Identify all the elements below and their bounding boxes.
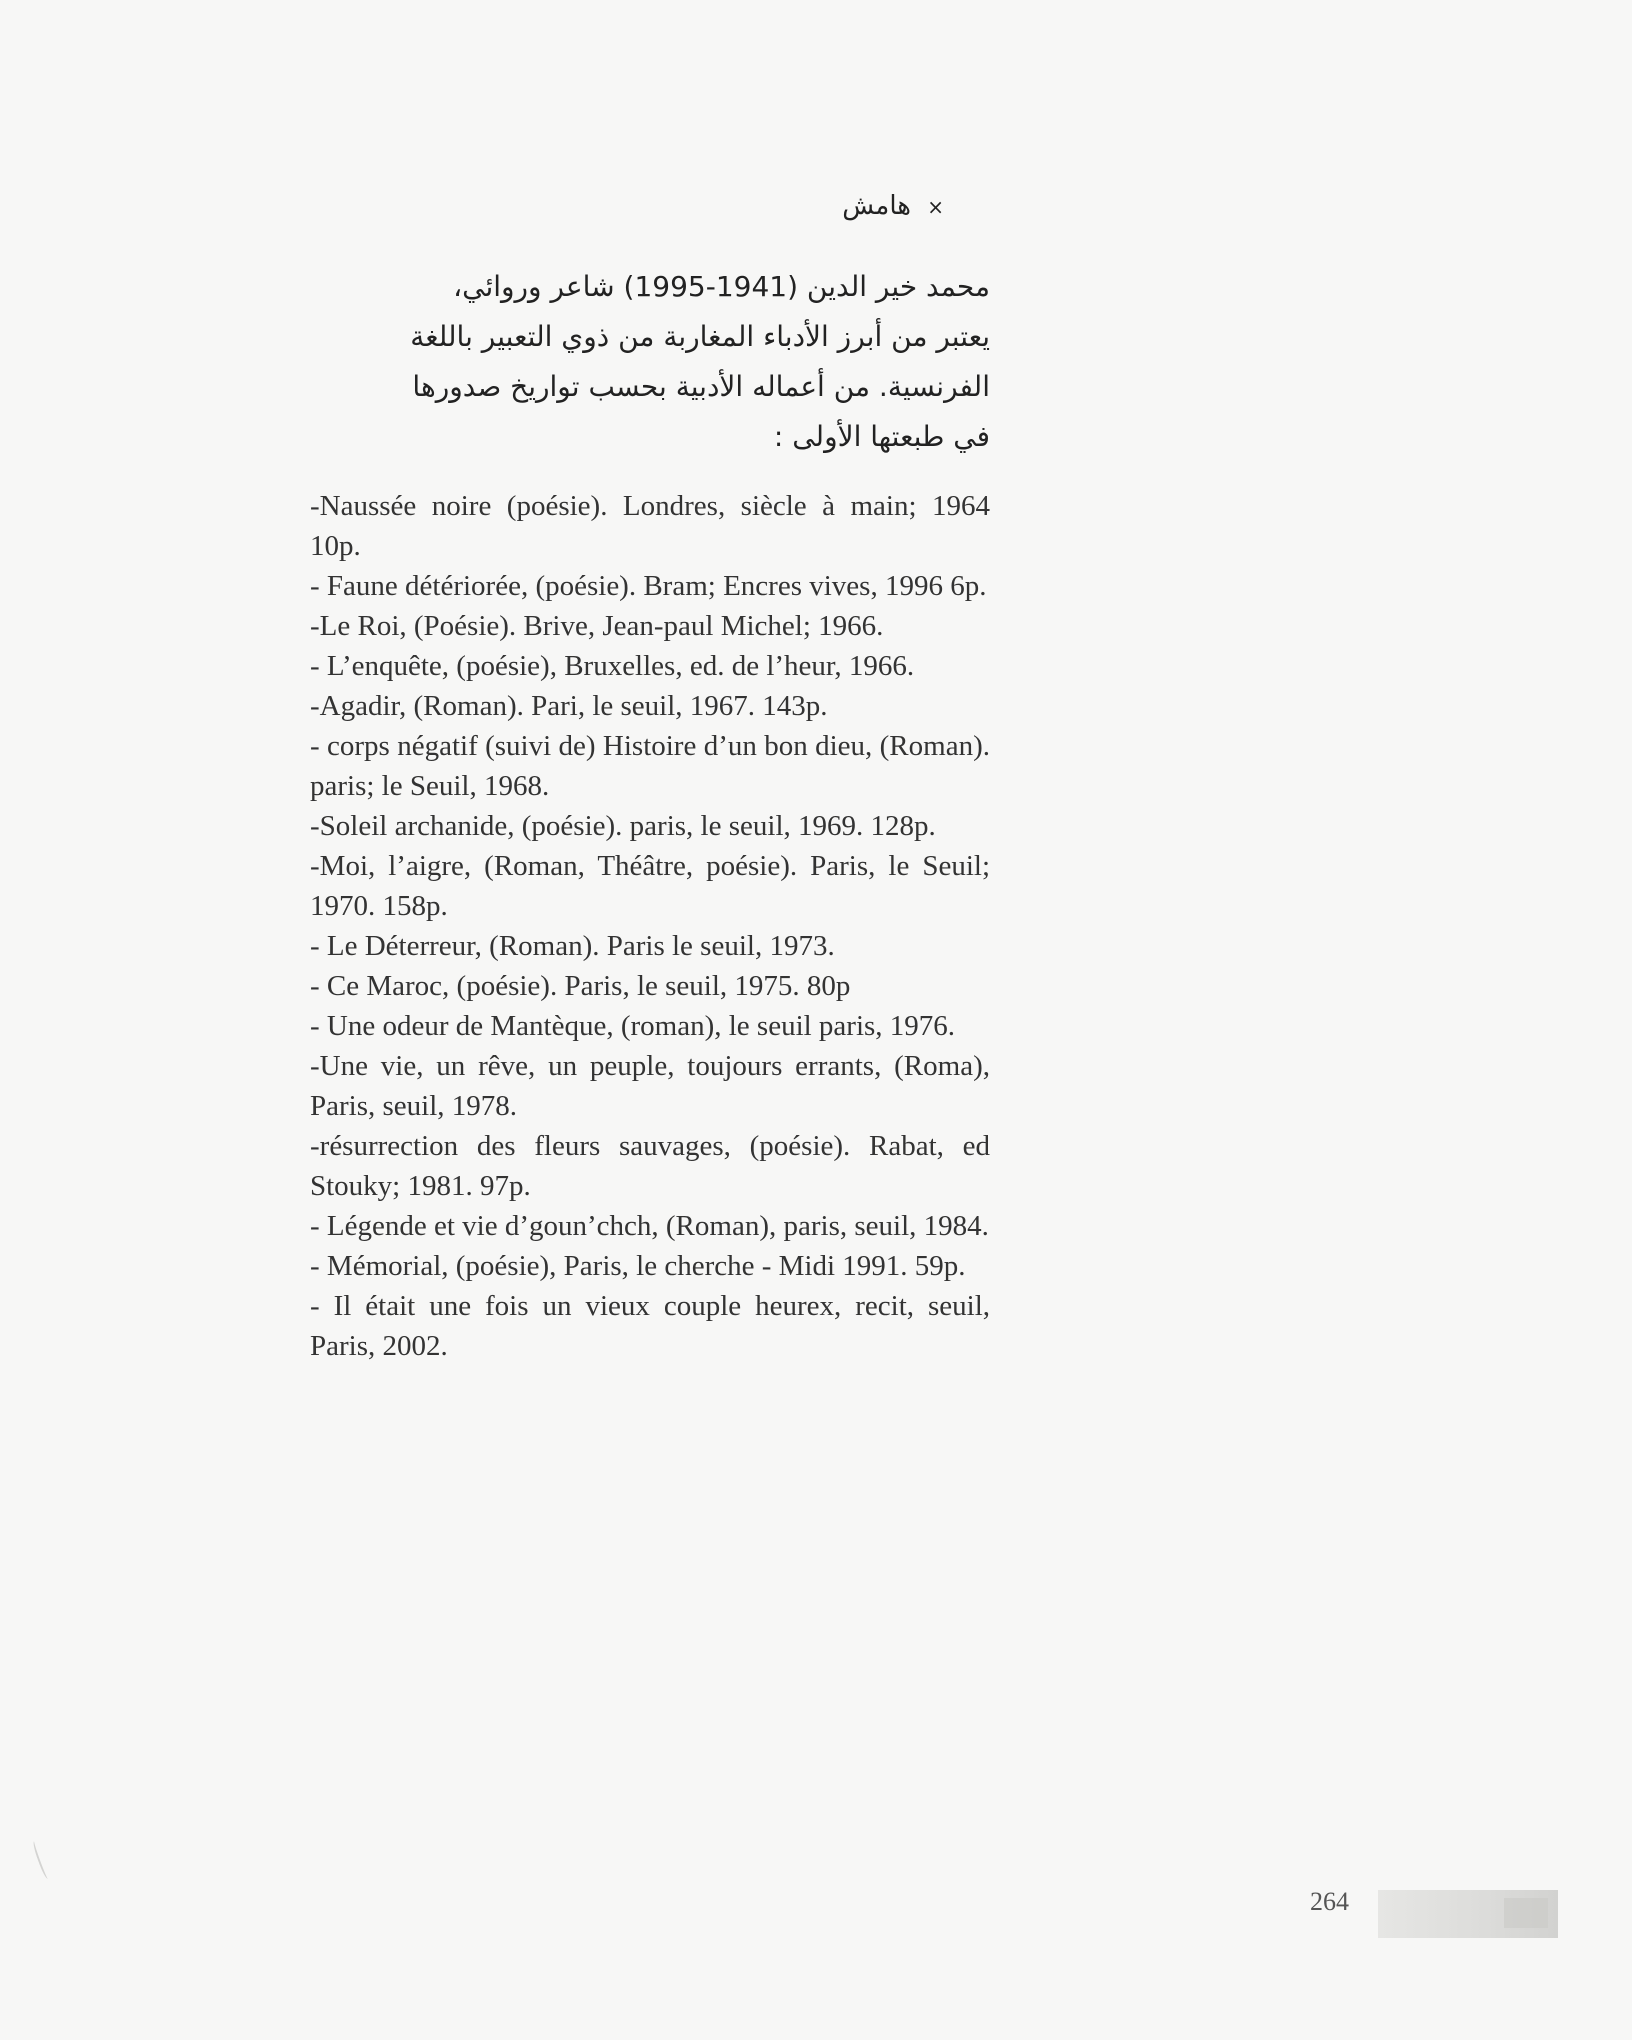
- page-number-tab: [1378, 1890, 1558, 1938]
- footnote-heading: [310, 186, 944, 227]
- bibliography-entry: -Soleil archanide, (poésie). paris, le seuil, 1969. 128p.: [310, 810, 936, 842]
- bibliography-entry: - Ce Maroc, (poésie). Paris, le seuil, 1975. 80p: [310, 970, 851, 1002]
- footnote-heading-text: هامش: [842, 191, 911, 221]
- bibliography-entry: - L’enquête, (poésie), Bruxelles, ed. de l’heur, 1966.: [310, 650, 915, 682]
- bibliography-entry: - Faune détériorée, (poésie). Bram; Encres vives, 1996 6p.: [310, 570, 987, 602]
- arabic-line: الفرنسية. من أعماله الأدبية بحسب تواريخ صدورها: [412, 370, 990, 403]
- bibliography-entry: - Une odeur de Mantèque, (roman), le seuil paris, 1976.: [310, 1010, 956, 1042]
- bibliography-list: [310, 486, 990, 1366]
- page-edge-mark: [31, 1840, 50, 1880]
- bibliography-entry: -Une vie, un rêve, un peuple, toujours errants, (Roma), Paris, seuil, 1978.: [310, 1050, 990, 1122]
- arabic-line: محمد خير الدين (1941-1995) شاعر وروائي،: [453, 270, 990, 303]
- page-number: 264: [1310, 1887, 1349, 1916]
- bibliography-entry: - Légende et vie d’goun’chch, (Roman), paris, seuil, 1984.: [310, 1210, 989, 1242]
- arabic-line: في طبعتها الأولى :: [773, 420, 990, 453]
- tab-shade: [1504, 1898, 1548, 1928]
- bibliography-entry: -Agadir, (Roman). Pari, le seuil, 1967. 143p.: [310, 690, 828, 722]
- bibliography-entry: - Mémorial, (poésie), Paris, le cherche - Midi 1991. 59p.: [310, 1250, 966, 1282]
- bibliography-entry: - Le Déterreur, (Roman). Paris le seuil, 1973.: [310, 930, 835, 962]
- bibliography-entry: -Moi, l’aigre, (Roman, Théâtre, poésie). Paris, le Seuil; 1970. 158p.: [310, 850, 990, 922]
- bibliography-entry: - Il était une fois un vieux couple heurex, recit, seuil, Paris, 2002.: [310, 1290, 990, 1362]
- arabic-line: يعتبر من أبرز الأدباء المغاربة من ذوي التعبير باللغة: [410, 320, 990, 353]
- bibliography-entry: -Naussée noire (poésie). Londres, siècle à main; 1964 10p.: [310, 490, 990, 562]
- arabic-paragraph: [310, 262, 990, 462]
- bibliography-entry: - corps négatif (suivi de) Histoire d’un bon dieu, (Roman). paris; le Seuil, 1968.: [310, 730, 990, 802]
- footnote-marker: ×: [927, 195, 944, 219]
- bibliography-entry: -résurrection des fleurs sauvages, (poésie). Rabat, ed Stouky; 1981. 97p.: [310, 1130, 990, 1202]
- bibliography-entry: -Le Roi, (Poésie). Brive, Jean-paul Michel; 1966.: [310, 610, 884, 642]
